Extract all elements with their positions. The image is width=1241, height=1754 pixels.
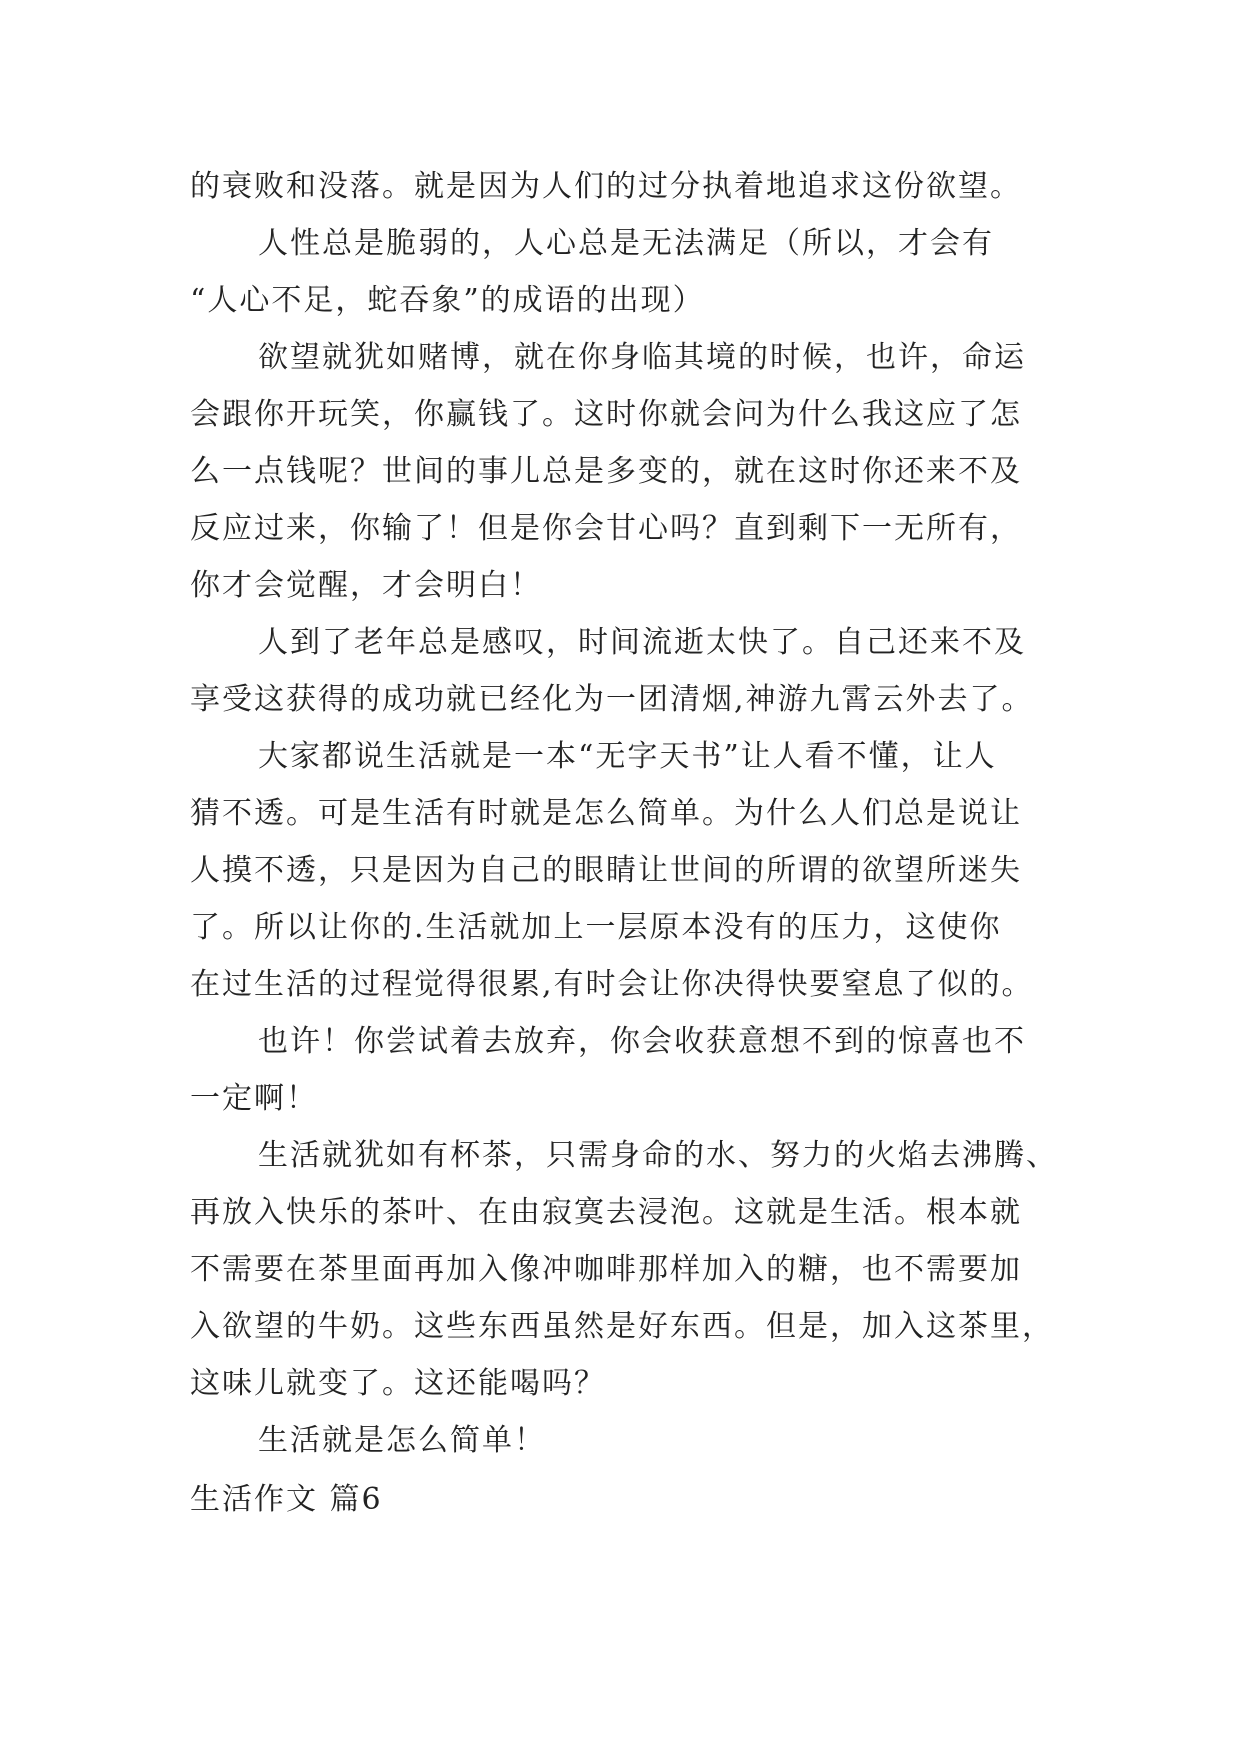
text-line: 享受这获得的成功就已经化为一团清烟,神游九霄云外去了。 [190,682,1034,717]
text-line: 也许！你尝试着去放弃，你会收获意想不到的惊喜也不 [258,1024,1026,1059]
text-line: 生活就是怎么简单！ [258,1423,546,1458]
text-line: 不需要在茶里面再加入像冲咖啡那样加入的糖，也不需要加 [190,1252,1022,1287]
text-line: 欲望就犹如赌博，就在你身临其境的时候，也许，命运 [258,340,1026,375]
text-line: 的衰败和没落。就是因为人们的过分执着地追求这份欲望。 [190,169,1022,204]
text-line: 人性总是脆弱的，人心总是无法满足（所以，才会有 [258,226,994,261]
text-line: 么一点钱呢？世间的事儿总是多变的，就在这时你还来不及 [190,454,1022,489]
text-line: 一定啊！ [190,1081,318,1116]
text-line: 再放入快乐的茶叶、在由寂寞去浸泡。这就是生活。根本就 [190,1195,1022,1230]
text-line: 人摸不透，只是因为自己的眼睛让世间的所谓的欲望所迷失 [190,853,1022,888]
text-line: 人到了老年总是感叹，时间流逝太快了。自己还来不及 [258,625,1026,660]
text-line: 在过生活的过程觉得很累,有时会让你决得快要窒息了似的。 [190,967,1034,1002]
text-line: 了。所以让你的.生活就加上一层原本没有的压力，这使你 [190,910,1002,945]
document-body [190,158,1070,1531]
text-line: 你才会觉醒，才会明白！ [190,568,542,603]
text-line: 入欲望的牛奶。这些东西虽然是好东西。但是，加入这茶里， [190,1309,1054,1344]
text-line: 会跟你开玩笑，你赢钱了。这时你就会问为什么我这应了怎 [190,397,1022,432]
text-line: 反应过来，你输了！但是你会甘心吗？直到剩下一无所有， [190,511,1022,546]
text-line: 生活就犹如有杯茶，只需身命的水、努力的火焰去沸腾、 [258,1138,1058,1173]
text-line: “人心不足，蛇吞象”的成语的出现） [190,283,705,318]
text-line: 猜不透。可是生活有时就是怎么简单。为什么人们总是说让 [190,796,1022,831]
text-line: 这味儿就变了。这还能喝吗？ [190,1366,606,1401]
text-line: 大家都说生活就是一本“无字天书”让人看不懂，让人 [258,739,997,774]
text-lines [190,158,1070,1469]
section-heading: 生活作文 篇6 [190,1482,383,1517]
